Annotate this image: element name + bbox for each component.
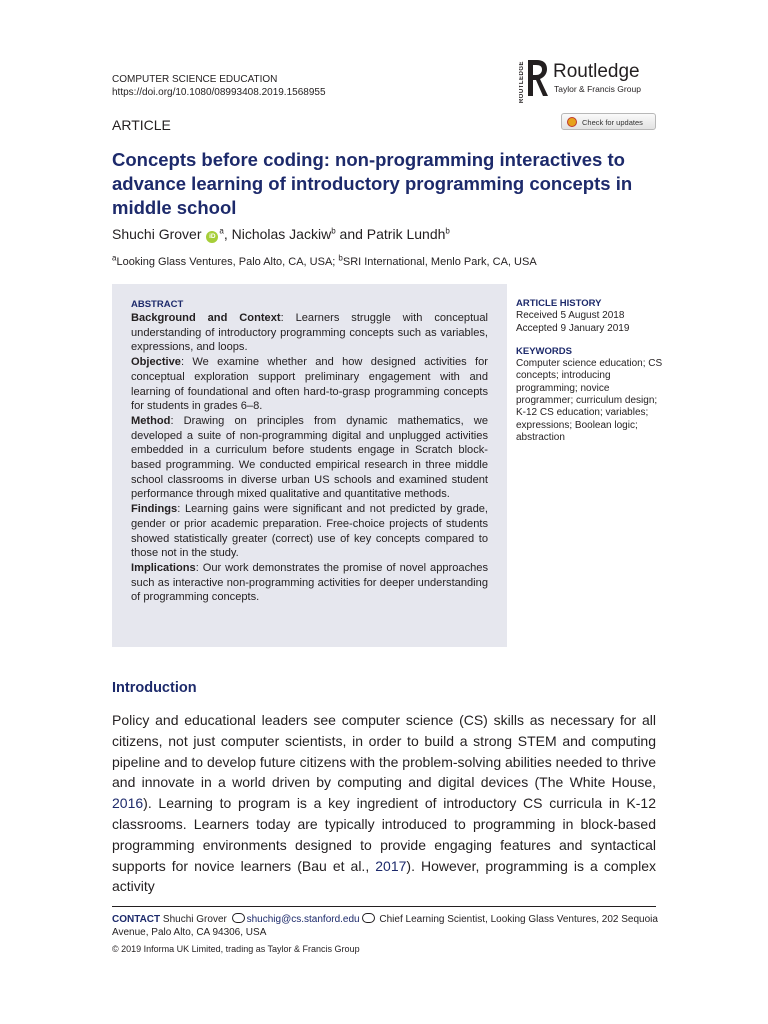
author-name[interactable]: and Patrik Lundh [335,226,446,242]
affil-text: Looking Glass Ventures, Palo Alto, CA, USA; [116,256,339,268]
journal-name: COMPUTER SCIENCE EDUCATION [112,74,278,85]
abstract-section-label: Method [131,414,171,427]
received-date: Received 5 August 2018 [516,310,625,322]
article-type-label: ARTICLE [112,117,171,133]
affil-text: SRI International, Menlo Park, CA, USA [342,256,537,268]
address-icon [362,913,375,923]
copyright-notice: © 2019 Informa UK Limited, trading as Taylor & Francis Group [112,944,360,954]
abstract-box [112,284,507,647]
abstract-body [131,298,488,605]
introduction-heading: Introduction [112,680,197,696]
affil-sup: a [112,253,117,263]
footer-divider [112,906,656,907]
abstract-background [131,311,488,355]
article-title: Concepts before coding: non-programming interactives to advance learning of introductory programming concepts in middle school [112,149,633,218]
email-icon [232,913,245,923]
abstract-objective [131,355,488,414]
contact-address: Chief Learning Scientist, Looking Glass Ventures, 202 Sequoia Avenue, Palo Alto, CA 94306, USA [112,914,658,938]
body-text: ). However, programming is a complex activity [112,857,656,895]
routledge-r-icon [522,58,548,98]
check-for-updates-button[interactable] [561,113,656,130]
abstract-method [131,414,488,502]
logo-vertical-text: ROUTLEDGE [519,61,525,104]
abstract-section-text: : Learning gains were significant and not predicted by grade, gender or prior academic preparation. Free-choice projects of students showed statistically greater (correct) use of key concepts compared to those not in the study. [131,503,488,560]
affiliations [112,253,537,268]
author-affil-sup: b [331,226,336,236]
abstract-section-text: : Learners struggle with conceptual understanding of introductory programming concepts such as variables, expressions, and loops. [131,312,488,354]
contact-label: CONTACT [112,914,161,925]
abstract-section-text: : We examine whether and how designed activities for conceptual exploration support preliminary engagement with and learning of foundational and often hard-to-grasp programming concepts for students in grades 6–8. [131,356,488,413]
article-meta-column [516,298,666,444]
abstract-findings [131,502,488,561]
orcid-icon[interactable]: iD [206,231,218,243]
abstract-section-label: Implications [131,561,196,574]
introduction-paragraph [112,710,656,897]
accepted-date: Accepted 9 January 2019 [516,322,630,334]
abstract-section-label: Objective [131,356,181,369]
keywords-heading: KEYWORDS [516,345,572,357]
citation-link[interactable]: 2016 [112,795,144,812]
journal-header [112,73,326,99]
author-list [112,226,450,243]
keywords-list: Computer science education; CS concepts; introducing programming; novice programmer; curriculum design; K-12 CS education; variables; expressions; Boolean logic; abstraction [516,358,663,443]
check-updates-label: Check for updates [582,118,643,127]
author-name[interactable]: , Nicholas Jackiw [223,226,332,242]
article-history-heading: ARTICLE HISTORY [516,298,602,309]
update-badge-icon [567,117,577,127]
abstract-section-text: : Our work demonstrates the promise of novel approaches such as interactive non-programming activities for deeper understanding of programming concepts. [131,561,488,604]
contact-name: Shuchi Grover [160,914,230,925]
body-text: Policy and educational leaders see computer science (CS) skills as necessary for all citizens, not just computer scientists, in order to build a strong STEM and computing pipeline and to develop future citizens with the problem-solving abilities needed to thrive and innovate in a world driven by computing and digital devices (The White House, [112,712,656,791]
abstract-heading: ABSTRACT [131,299,184,310]
citation-link[interactable]: 2017 [375,857,407,874]
abstract-section-label: Background and Context [131,312,281,324]
author-name[interactable]: Shuchi Grover [112,226,202,242]
abstract-section-text: : Drawing on principles from dynamic mathematics, we developed a suite of non-programming digital and unplugged activities embedded in a curriculum before students engage in Scratch block-based programming. We conducted empirical research in three middle school classrooms in diverse urban US schools and examined student performance through mixed qualitative and quantitative methods. [131,414,488,501]
body-text: ). Learning to program is a key ingredient of introductory CS curricula in K-12 classrooms. Learners today are typically introduced to programming in block-based programming environments designed to provide engaging features and syntactical supports for novice learners (Bau et al., [112,795,656,874]
abstract-implications [131,561,488,605]
contact-info [112,913,672,939]
publisher-name: Routledge [553,61,640,82]
author-affil-sup: a [219,226,224,236]
affil-sup: b [338,253,343,263]
author-affil-sup: b [445,226,450,236]
abstract-section-label: Findings [131,503,178,516]
publisher-subtitle: Taylor & Francis Group [554,84,641,94]
contact-email-link[interactable]: shuchig@cs.stanford.edu [246,914,360,925]
doi-link[interactable]: https://doi.org/10.1080/08993408.2019.1568955 [112,87,326,98]
